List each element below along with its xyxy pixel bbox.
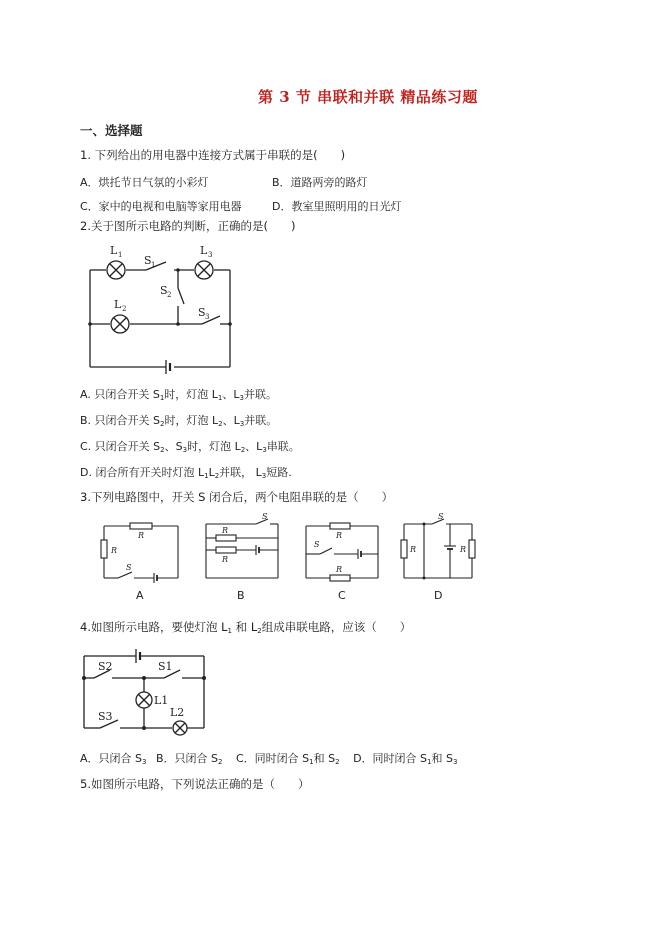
q1-option-c: C．家中的电视和电脑等家用电器	[80, 200, 242, 213]
q3-circuit-d	[398, 512, 478, 584]
q3-stem: 3.下列电路图中，开关 S 闭合后，两个电阻串联的是（ ）	[80, 490, 394, 504]
q1-option-d: D．教室里照明用的日光灯	[272, 200, 402, 213]
svg-text:R: R	[336, 565, 343, 574]
svg-text:2: 2	[167, 291, 172, 299]
q2-option-d: D. 闭合所有开关时灯泡 $L_1L_2$并联， $L_3$短路.	[80, 466, 292, 480]
q2-circuit-diagram	[80, 240, 240, 375]
svg-text:S: S	[126, 563, 132, 572]
svg-text:R: R	[138, 531, 145, 540]
q3-choice-c: C	[338, 589, 346, 602]
label-s1: S	[144, 254, 152, 267]
svg-text:S: S	[438, 512, 444, 521]
label-l2: L2	[170, 706, 185, 719]
svg-text:R: R	[222, 555, 229, 564]
page-title: 第 3 节 串联和并联 精品练习题	[258, 88, 478, 106]
section-heading: 一、选择题	[80, 123, 143, 138]
q2-option-a: A. 只闭合开关 $S_1$时，灯泡 $L_1$、$L_3$并联。	[80, 388, 277, 402]
svg-text:R: R	[111, 546, 118, 555]
q1-option-b: B．道路两旁的路灯	[272, 176, 368, 189]
svg-text:S: S	[262, 512, 268, 521]
svg-text:R: R	[460, 545, 467, 554]
svg-text:1: 1	[118, 251, 123, 259]
svg-text:2: 2	[122, 305, 127, 313]
q4-options: A．只闭合 $S_3$ B．只闭合 $S_2$ C．同时闭合 $S_1$和 $S_2$ D．同时闭合 $S_1$和 $S_3$	[80, 752, 458, 766]
q2-stem: 2.关于图所示电路的判断，正确的是( )	[80, 219, 296, 233]
label-s2: S2	[98, 660, 113, 673]
label-l2: L	[114, 298, 122, 311]
label-l1: L1	[154, 694, 169, 707]
label-s3: S3	[98, 710, 113, 723]
q1-stem: 1. 下列给出的用电器中连接方式属于串联的是( )	[80, 148, 346, 162]
q3-choice-b: B	[237, 589, 245, 602]
label-l3: L	[200, 244, 208, 257]
q3-circuit-a	[100, 518, 182, 584]
svg-text:3: 3	[205, 313, 210, 321]
label-s3: S	[198, 306, 206, 319]
svg-text:3: 3	[208, 251, 213, 259]
label-s1: S1	[158, 660, 173, 673]
q1-option-a: A．烘托节日气氛的小彩灯	[80, 176, 209, 189]
q3-choice-d: D	[434, 589, 443, 602]
svg-text:R: R	[336, 531, 343, 540]
q3-circuit-b	[202, 512, 282, 584]
q2-option-b: B. 只闭合开关 $S_2$时，灯泡 $L_2$、$L_3$并联。	[80, 414, 278, 428]
q4-stem: 4.如图所示电路，要使灯泡 $L_1$ 和 $L_2$组成串联电路，应该（ ）	[80, 620, 412, 635]
svg-text:R: R	[222, 526, 229, 535]
svg-text:1: 1	[151, 261, 156, 269]
q5-stem: 5.如图所示电路，下列说法正确的是（ ）	[80, 777, 310, 791]
svg-text:R: R	[410, 545, 417, 554]
q3-choice-a: A	[136, 589, 144, 602]
q3-circuit-c	[302, 518, 382, 584]
label-l1: L	[110, 244, 118, 257]
q2-option-c: C. 只闭合开关 $S_2$、$S_3$时，灯泡 $L_2$、$L_3$串联。	[80, 440, 300, 454]
q4-circuit-diagram	[78, 642, 210, 736]
label-s2: S	[160, 284, 168, 297]
svg-text:S: S	[314, 540, 320, 549]
